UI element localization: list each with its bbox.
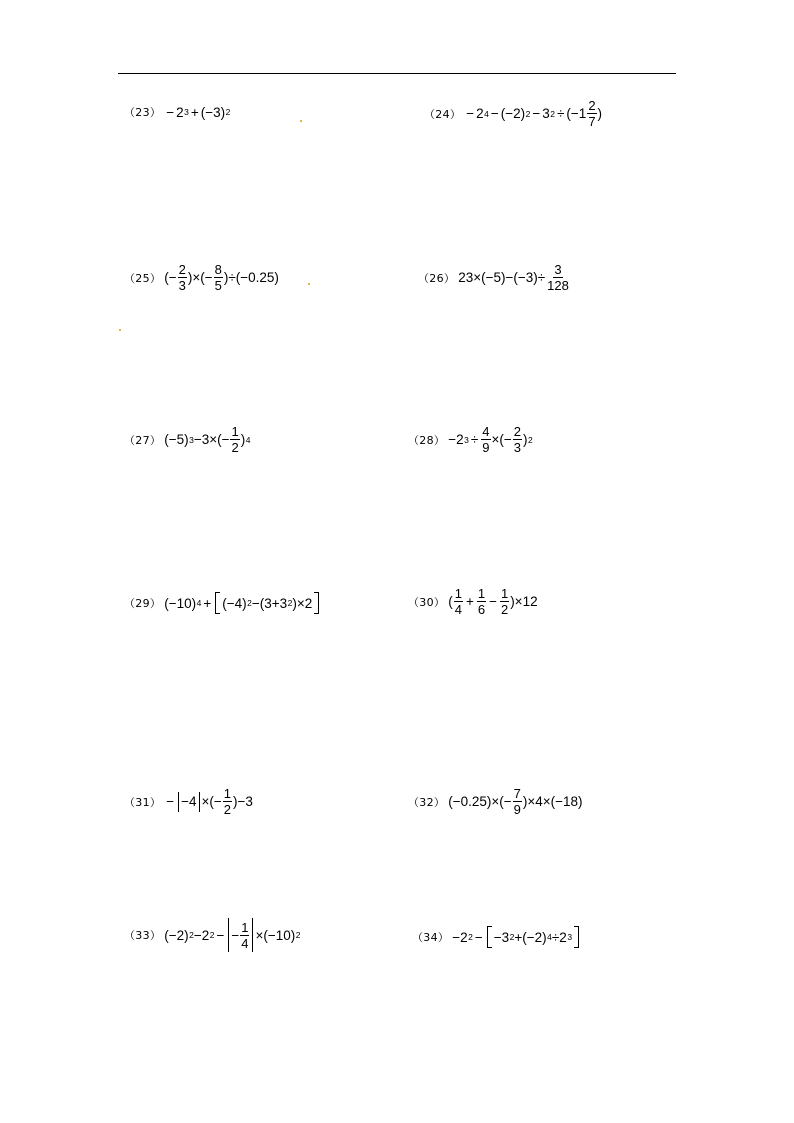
problem-number: （33）: [124, 929, 162, 942]
fraction: $\frac{1}{4}$: [454, 586, 462, 617]
stray-mark: [119, 329, 121, 331]
problem-26: （26） 23×(−5)−(−3)÷ $\frac{3}{128}$: [418, 262, 569, 293]
fraction: $\frac{1}{2}$: [500, 586, 509, 617]
problem-33: （33） (−2) 2 −2 2 − − $\frac{1}{4}$ ×(−10) 2: [124, 919, 301, 951]
abs-bar-right: [252, 918, 253, 952]
problem-24: （24） − 2 4 − (−2) 2 − 3 2 ÷ (−1 $\frac{2}{7}$ ): [424, 98, 603, 129]
problem-27: （27） (−5) 3 −3×(− $\frac{1}{2}$ ) 4: [124, 424, 251, 455]
stray-mark: [308, 283, 310, 285]
right-bracket: [574, 926, 579, 948]
problem-28: （28） −2 3 ÷ $\frac{4}{9}$ ×(− $\frac{2}{3}$ ) 2: [408, 424, 533, 455]
problem-number: （28）: [408, 433, 446, 447]
left-bracket: [215, 592, 220, 614]
fraction: $\frac{2}{3}$: [513, 424, 521, 455]
problem-number: （24）: [424, 107, 462, 121]
abs-bar-left: [178, 792, 179, 812]
problem-number: （34）: [412, 931, 450, 944]
problem-34: （34） −2 2 − −3 2 +(−2) 4 ÷2 3: [412, 926, 581, 948]
right-bracket: [314, 592, 319, 614]
problem-32: （32） (−0.25)×(− $\frac{7}{9}$ )×4×(−18): [408, 786, 583, 817]
fraction: $\frac{7}{9}$: [513, 786, 521, 817]
fraction: $\frac{2}{3}$: [178, 262, 186, 293]
problem-number: （31）: [124, 795, 162, 809]
problem-number: （30）: [408, 595, 446, 609]
fraction: $\frac{1}{6}$: [477, 586, 486, 617]
fraction: $\frac{1}{2}$: [223, 786, 231, 817]
problem-23: （23） − 2 3 + (−3) 2: [124, 104, 231, 120]
fraction: $\frac{2}{7}$: [588, 98, 596, 129]
problem-31: （31） − −4 ×(− $\frac{1}{2}$ )−3: [124, 786, 253, 817]
problem-30: （30） ( $\frac{1}{4}$ + $\frac{1}{6}$ − $\frac{1}{2}$ )×12: [408, 586, 538, 617]
fraction: $\frac{1}{4}$: [241, 919, 249, 951]
fraction: $\frac{1}{2}$: [231, 424, 239, 455]
fraction: $\frac{4}{9}$: [482, 424, 490, 455]
problem-29: （29） (−10) 4 + (−4) 2 −(3+3 2 )×2: [124, 592, 321, 614]
problem-25: （25） (− $\frac{2}{3}$ )×(− $\frac{8}{5}$ )÷(−0.25): [124, 262, 279, 293]
stray-mark: [300, 120, 302, 122]
fraction: $\frac{3}{128}$: [547, 262, 569, 293]
problem-number: （32）: [408, 795, 446, 809]
problem-number: （29）: [124, 597, 162, 610]
problem-number: （23）: [124, 106, 162, 119]
problem-number: （27）: [124, 433, 162, 447]
abs-bar-left: [228, 918, 229, 952]
fraction: $\frac{8}{5}$: [214, 262, 222, 293]
left-bracket: [487, 926, 492, 948]
abs-bar-right: [199, 792, 200, 812]
header-rule: [118, 73, 676, 74]
problem-number: （25）: [124, 271, 162, 285]
problem-number: （26）: [418, 271, 456, 285]
